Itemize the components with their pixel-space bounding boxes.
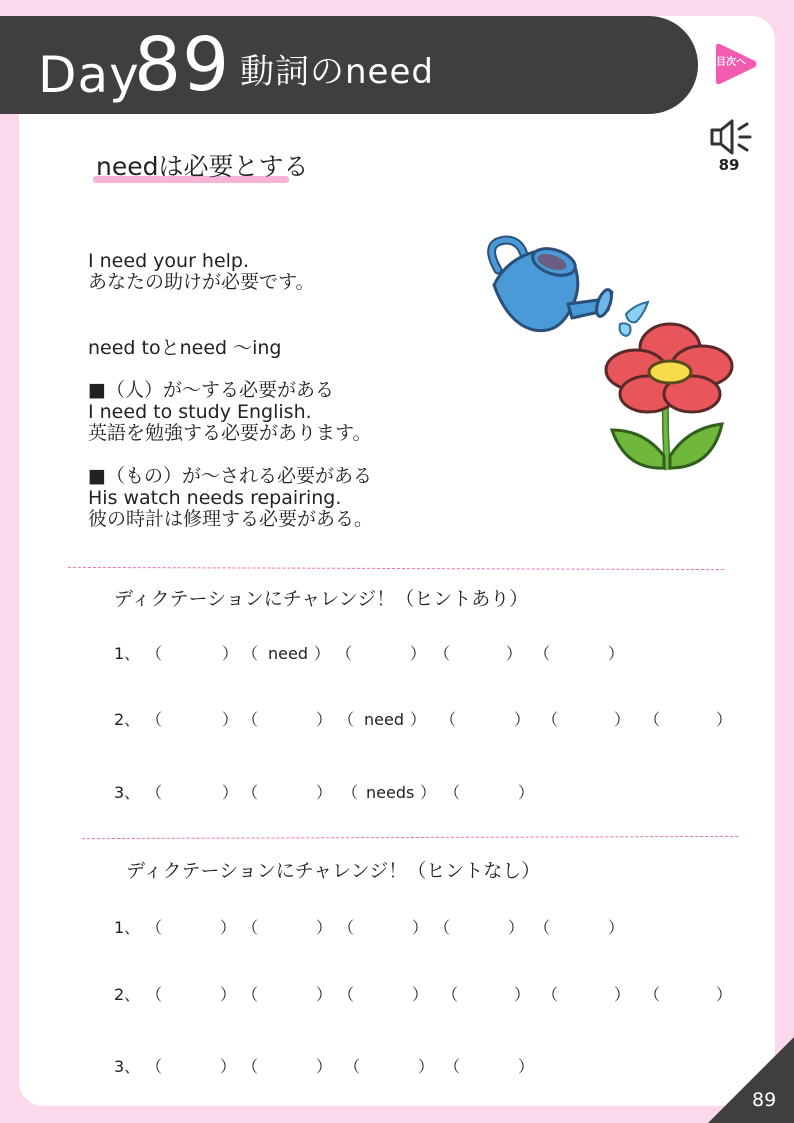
blank-close: ） xyxy=(614,710,631,729)
blank-open[interactable]: （ xyxy=(644,710,661,729)
blank-close: ） xyxy=(418,1057,435,1076)
blank-open[interactable]: （ xyxy=(146,1057,163,1076)
blank-open[interactable]: （ xyxy=(534,918,551,937)
blank-close: ） xyxy=(410,644,427,663)
blank-close: ） xyxy=(716,710,733,729)
blank-close: ） xyxy=(316,783,333,802)
dictation-hint-title: ディクテーションにチャレンジ！（ヒントあり） xyxy=(114,588,529,610)
hint-word: need xyxy=(364,710,404,729)
blank-close: ） xyxy=(222,783,239,802)
blank-open[interactable]: （ xyxy=(146,918,163,937)
day-number: 89 xyxy=(134,22,231,108)
watering-can-icon xyxy=(492,240,615,331)
blank-open[interactable]: （ xyxy=(242,710,259,729)
blank-open[interactable]: （ xyxy=(542,710,559,729)
day-label: Day xyxy=(38,46,140,104)
blank-open[interactable]: （ xyxy=(242,1057,259,1076)
blank-open[interactable]: （ xyxy=(338,918,355,937)
pattern2-ja: 彼の時計は修理する必要がある。 xyxy=(88,508,374,530)
page-corner xyxy=(708,1037,794,1123)
blank-open[interactable]: （ xyxy=(336,644,353,663)
blank-close: ） xyxy=(508,918,525,937)
hint-open: （ xyxy=(342,783,359,802)
blank-open[interactable]: （ xyxy=(444,783,461,802)
blank-close: ） xyxy=(608,644,625,663)
example1-ja: あなたの助けが必要です。 xyxy=(88,271,315,293)
hint-open: （ xyxy=(242,644,259,663)
line-number: 1、 xyxy=(114,918,141,937)
page-title: 動詞のneed xyxy=(240,52,434,92)
blank-open[interactable]: （ xyxy=(146,644,163,663)
blank-close: ） xyxy=(514,985,531,1004)
blank-open[interactable]: （ xyxy=(442,985,459,1004)
line-number: 2、 xyxy=(114,985,141,1004)
blank-open[interactable]: （ xyxy=(534,644,551,663)
line-number: 3、 xyxy=(114,1057,141,1076)
line-number: 2、 xyxy=(114,710,141,729)
blank-open[interactable]: （ xyxy=(440,710,457,729)
blank-close: ） xyxy=(514,710,531,729)
blank-close: ） xyxy=(518,1057,535,1076)
blank-open[interactable]: （ xyxy=(644,985,661,1004)
blank-close: ） xyxy=(222,644,239,663)
blank-open[interactable]: （ xyxy=(242,985,259,1004)
blank-close: ） xyxy=(614,985,631,1004)
blank-close: ） xyxy=(716,985,733,1004)
blank-close: ） xyxy=(412,918,429,937)
dictation-hint-line-2 xyxy=(114,710,734,730)
audio-track-number[interactable]: 89 xyxy=(718,156,740,174)
blank-close: ） xyxy=(608,918,625,937)
dictation-hint-line-1 xyxy=(114,644,734,664)
blank-close: ） xyxy=(412,985,429,1004)
blank-open[interactable]: （ xyxy=(242,918,259,937)
toc-button[interactable]: 目次へ xyxy=(716,57,746,68)
page-number: 89 xyxy=(752,1089,777,1111)
blank-open[interactable]: （ xyxy=(146,783,163,802)
dictation-nohint-line-2 xyxy=(114,985,734,1005)
blank-open[interactable]: （ xyxy=(146,985,163,1004)
hint-word: needs xyxy=(366,783,415,802)
line-number: 3、 xyxy=(114,783,141,802)
dictation-nohint-title: ディクテーションにチャレンジ！（ヒントなし） xyxy=(126,860,541,882)
blank-close: ） xyxy=(316,710,333,729)
blank-close: ） xyxy=(316,1057,333,1076)
blank-close: ） xyxy=(316,985,333,1004)
blank-close: ） xyxy=(222,710,239,729)
blank-close: ） xyxy=(220,918,237,937)
blank-open[interactable]: （ xyxy=(444,1057,461,1076)
line-number: 1、 xyxy=(114,644,141,663)
blank-close: ） xyxy=(506,644,523,663)
blank-open[interactable]: （ xyxy=(542,985,559,1004)
blank-close: ） xyxy=(220,1057,237,1076)
blank-open[interactable]: （ xyxy=(434,918,451,937)
blank-open[interactable]: （ xyxy=(338,985,355,1004)
blank-close: ） xyxy=(518,783,535,802)
example1-en: I need your help. xyxy=(88,250,250,272)
hint-word: need xyxy=(268,644,308,663)
water-drops-icon xyxy=(620,302,648,336)
dictation-hint-line-3 xyxy=(114,783,734,803)
pattern-heading: need toとneed ～ing xyxy=(88,337,282,359)
hint-close: ） xyxy=(420,783,437,802)
blank-close: ） xyxy=(316,918,333,937)
blank-open[interactable]: （ xyxy=(434,644,451,663)
flower-icon xyxy=(606,324,732,470)
pattern2-en: His watch needs repairing. xyxy=(88,487,342,509)
blank-open[interactable]: （ xyxy=(344,1057,361,1076)
pattern1-ja: 英語を勉強する必要があります。 xyxy=(88,422,372,444)
hint-close: ） xyxy=(314,644,331,663)
lesson-subtitle: needは必要とする xyxy=(96,152,309,181)
speaker-icon[interactable] xyxy=(709,118,757,156)
dictation-nohint-line-1 xyxy=(114,918,734,938)
watering-can-flower-illustration xyxy=(476,230,738,480)
hint-close: ） xyxy=(410,710,427,729)
hint-open: （ xyxy=(338,710,355,729)
blank-open[interactable]: （ xyxy=(146,710,163,729)
pattern1-en: I need to study English. xyxy=(88,401,312,423)
blank-close: ） xyxy=(220,985,237,1004)
pattern2-heading: ■（もの）が～される必要がある xyxy=(88,465,372,487)
dictation-nohint-line-3 xyxy=(114,1057,734,1077)
pattern1-heading: ■（人）が～する必要がある xyxy=(88,379,334,401)
blank-open[interactable]: （ xyxy=(242,783,259,802)
